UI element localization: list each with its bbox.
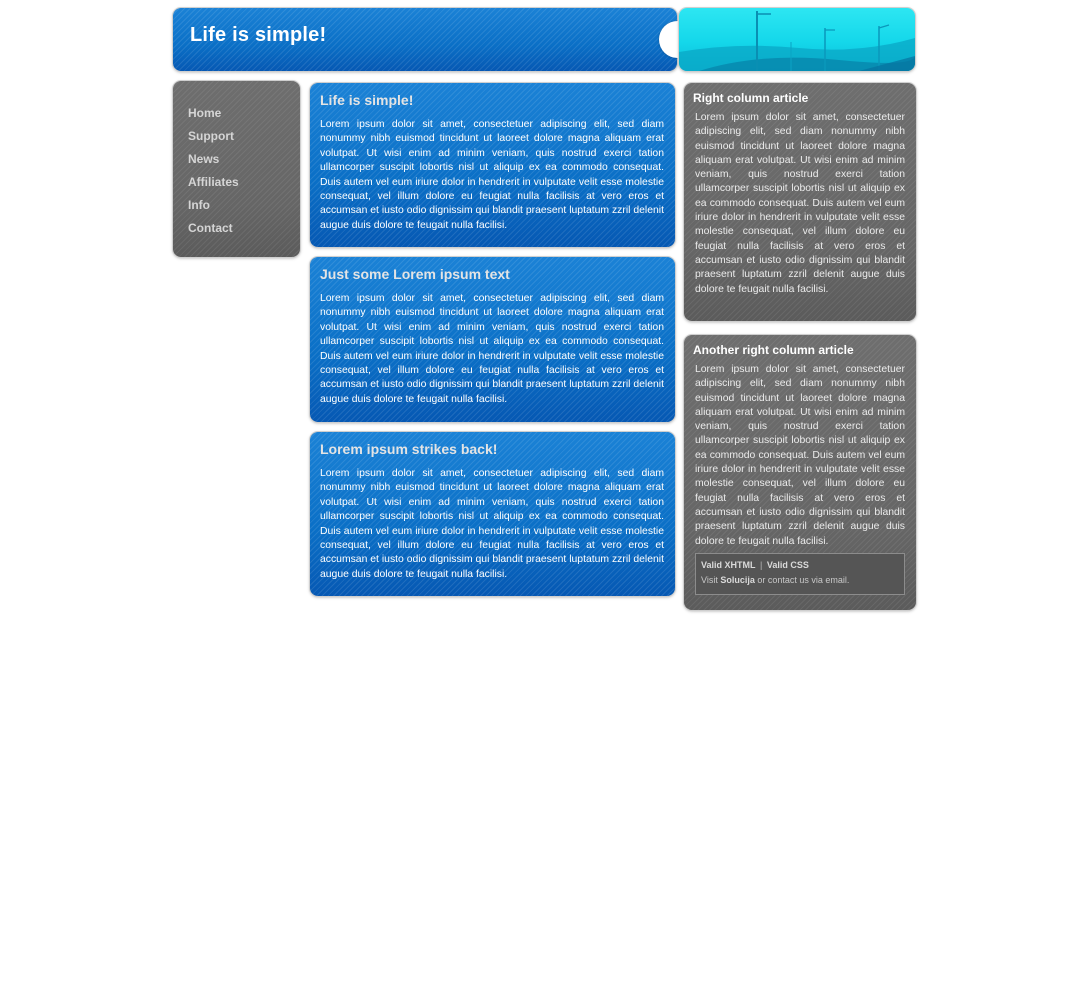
article-body: Lorem ipsum dolor sit amet, consectetuer adipiscing elit, sed diam nonummy nibh euismod tincidunt ut laoreet dolore magna aliquam erat volutpat. Ut wisi enim ad minim veniam, quis nostrud exerci tation ullamcorper suscipit lobortis nisl ut aliquip ex ea commodo consequat. Duis autem vel eum iriure dolor in hendrerit in vulputate velit esse molestie consequat, vel illum dolore eu feugiat nulla facilisis at vero eros et accumsan et iusto odio dignissim qui blandit praesent luptatum zzril delenit augue duis dolore te feugait nulla facilisi. [320, 293, 664, 405]
footer-credits [695, 553, 905, 595]
nav-link-contact[interactable]: Contact [188, 221, 233, 235]
article-body: Lorem ipsum dolor sit amet, consectetuer adipiscing elit, sed diam nonummy nibh euismod tincidunt ut laoreet dolore magna aliquam erat volutpat. Ut wisi enim ad minim veniam, quis nostrud exerci tation ullamcorper suscipit lobortis nisl ut aliquip ex ea commodo consequat. Duis autem vel eum iriure dolor in hendrerit in vulputate velit esse molestie consequat, vel illum dolore eu feugiat nulla facilisis at vero eros et accumsan et iusto odio dignissim qui blandit praesent luptatum zzril delenit augue duis dolore te feugait nulla facilisi. [320, 119, 664, 231]
validation-links [701, 560, 809, 570]
nav-item-affiliates [188, 173, 239, 196]
right-column-article [684, 83, 916, 321]
article-title: Lorem ipsum strikes back! [320, 441, 498, 457]
side-article-body: Lorem ipsum dolor sit amet, consectetuer adipiscing elit, sed diam nonummy nibh euismod tincidunt ut laoreet dolore magna aliquam erat volutpat. Ut wisi enim ad minim veniam, quis nostrud exerci tation ullamcorper suscipit lobortis nisl ut aliquip ex ea commodo consequat. Duis autem vel eum iriure dolor in hendrerit in vulputate velit esse molestie consequat, vel illum dolore eu feugiat nulla facilisis at vero eros et accumsan et iusto odio dignissim qui blandit praesent luptatum zzril delenit augue duis dolore te feugait nulla facilisi. [695, 364, 905, 547]
header-banner [173, 8, 677, 71]
header-image [679, 8, 915, 71]
nav-link-affiliates[interactable]: Affiliates [188, 175, 239, 189]
side-article-title: Another right column article [693, 343, 854, 357]
nav-item-news [188, 150, 239, 173]
link-separator: | [760, 560, 763, 570]
main-article [310, 432, 675, 596]
visit-prefix: Visit [701, 575, 718, 585]
main-article [310, 257, 675, 422]
side-article-title: Right column article [693, 91, 809, 105]
site-title: Life is simple! [190, 24, 327, 46]
article-title: Just some Lorem ipsum text [320, 266, 510, 282]
valid-xhtml-link[interactable]: Valid XHTML [701, 560, 756, 570]
nav-link-home[interactable]: Home [188, 106, 222, 120]
credits-line [701, 575, 849, 585]
street-scene-image [679, 8, 915, 71]
valid-css-link[interactable]: Valid CSS [766, 560, 809, 570]
left-navigation [173, 81, 300, 257]
main-article [310, 83, 675, 247]
contact-link-text[interactable]: or contact us via email. [757, 575, 850, 585]
nav-item-info [188, 196, 239, 219]
nav-link-info[interactable]: Info [188, 198, 210, 212]
side-article-body: Lorem ipsum dolor sit amet, consectetuer adipiscing elit, sed diam nonummy nibh euismod tincidunt ut laoreet dolore magna aliquam erat volutpat. Ut wisi enim ad minim veniam, quis nostrud exerci tation ullamcorper suscipit lobortis nisl ut aliquip ex ea commodo consequat. Duis autem vel eum iriure dolor in hendrerit in vulputate velit esse molestie consequat, vel illum dolore eu feugiat nulla facilisis at vero eros et accumsan et iusto odio dignissim qui blandit praesent luptatum zzril delenit augue duis dolore te feugait nulla facilisi. [695, 112, 905, 295]
company-link[interactable]: Solucija [720, 575, 755, 585]
right-column-article [684, 335, 916, 610]
nav-item-support [188, 127, 239, 150]
nav-list [188, 104, 239, 242]
nav-link-news[interactable]: News [188, 152, 220, 166]
article-title: Life is simple! [320, 92, 414, 108]
article-body: Lorem ipsum dolor sit amet, consectetuer adipiscing elit, sed diam nonummy nibh euismod tincidunt ut laoreet dolore magna aliquam erat volutpat. Ut wisi enim ad minim veniam, quis nostrud exerci tation ullamcorper suscipit lobortis nisl ut aliquip ex ea commodo consequat. Duis autem vel eum iriure dolor in hendrerit in vulputate velit esse molestie consequat, vel illum dolore eu feugiat nulla facilisis at vero eros et accumsan et iusto odio dignissim qui blandit praesent luptatum zzril delenit augue duis dolore te feugait nulla facilisi. [320, 468, 664, 580]
nav-item-contact [188, 219, 239, 242]
nav-item-home [188, 104, 239, 127]
nav-link-support[interactable]: Support [188, 129, 234, 143]
